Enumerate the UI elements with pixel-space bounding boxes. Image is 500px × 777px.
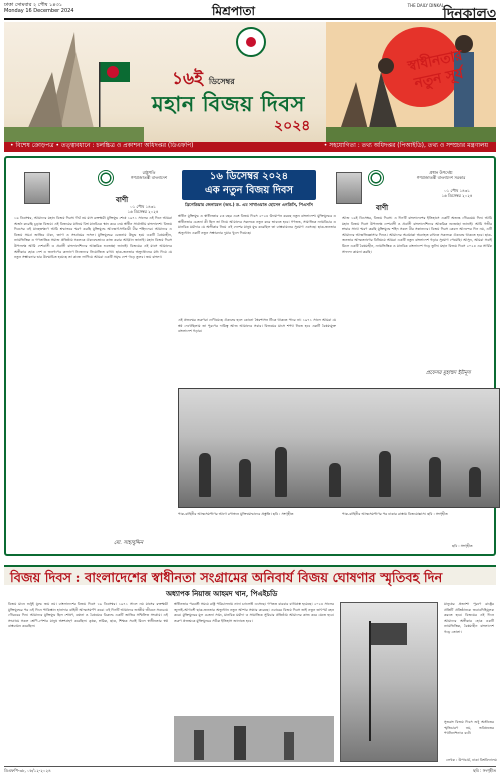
banner-title: মহান বিজয় দিবস [152, 91, 305, 116]
chief-adviser-role [406, 170, 476, 180]
feature-body-left-2: এই প্রজন্মের তরুণরা দেখিয়েছে ঐক্যবদ্ধ হলে কোনো স্বৈরশাসন টিকে থাকতে পারে না। ১৯৭১ সালে আমরা যে স্বপ্ন দেখেছিলাম তা পূরণের দায়িত্ব আজ আমাদের সবার। বিজয়ের মাসে শপথ নিতে হবে একটি বৈষম্যমুক্ত বাংলাদেশ গড়ার। [178, 318, 336, 334]
banner-slogan: স্বাধীনতার নতুন সূর্য [406, 47, 465, 92]
article-headline: বিজয় দিবস : বাংলাদেশের স্বাধীনতা সংগ্রামের অনিবার্য বিজয় ঘোষণার স্মৃতিবহ দিন [10, 571, 443, 586]
article-body-col-2: স্বাধীনতার পরবর্তী সময়ে রাষ্ট্র পরিচালনায় নানা চ্যালেঞ্জ এসেছে। গণতন্ত্র বারবার বাধাগ্রস্ত হয়েছে। ২০২৪ সালের জুলাই-আগস্টে ছাত্র-জনতার অভ্যুত্থান নতুন আশার সঞ্চার করেছে। এবারের বিজয় দিবস তাই নতুন তাৎপর্য বহন করে। মুক্তিযুদ্ধের মূল চেতনা সাম্য, মানবিক মর্যাদা ও সামাজিক সুবিচার প্রতিষ্ঠায় আমাদের কাজ করে যেতে হবে। তরুণ প্রজন্মকে মুক্তিযুদ্ধের সঠিক ইতিহাস জানাতে হবে। [174, 602, 334, 623]
victory-day-banner [4, 22, 496, 152]
section-title: মিশ্রপাতা [212, 4, 255, 18]
banner-date-month: ডিসেম্বর [208, 76, 235, 86]
banner-year: ২০২৪ [274, 118, 311, 134]
photo-figure [275, 447, 287, 497]
article-inline-photo [174, 716, 334, 762]
photo-figure [239, 459, 251, 497]
president-message-date [118, 204, 168, 214]
date-english: Monday 16 December 2024 [4, 8, 74, 14]
chief-adviser-signature: প্রফেসর মুহাম্মদ ইউনূস [426, 370, 471, 376]
chief-adviser-message-date [432, 188, 482, 198]
president-date-english: ১৬ ডিসেম্বর ২০২৪ [127, 209, 159, 214]
page-footer [4, 766, 496, 774]
president-signature: মো. সাহাবুদ্দিন [114, 540, 144, 546]
masthead-bar [4, 2, 496, 20]
photo-caption-left: পাক-বাহিনীর আত্মসমর্পণের আগে রণাঙ্গনে মুক্তিযোদ্ধাদের প্রস্তুতি। ছবি : সংগৃহীত [178, 512, 294, 516]
president-role [124, 170, 174, 180]
feature-body-left: স্বাধীন মুক্তিযুদ্ধ ও স্বাধীনতার ৫৩ বছর এবং বিজয় দিবস ২০২৪ উদযাপন করছে নতুন বাংলাদেশ। মুক্তিযুদ্ধের ও স্বাধীনতার চেতনা কী ছিল তা নিয়ে আমাদের সকলকে নতুন করে ভাবতে হবে। গণতন্ত্র, সামাজিক ন্যায়বিচার ও মানবিক মর্যাদার যে অঙ্গীকার নিয়ে এই দেশের মানুষ যুদ্ধ করেছিল তা বাস্তবায়নের সুযোগ এসেছে। ছাত্র-জনতার অভ্যুত্থান একটি নতুন সম্ভাবনার দুয়ার খুলে দিয়েছে। [178, 214, 336, 235]
chief-adviser-role-title: প্রধান উপদেষ্টা [429, 170, 453, 175]
photo-figure [329, 463, 341, 497]
article-author: অধ্যাপক নিয়াজ আহমদ খান, পিএইচডি [166, 589, 278, 598]
messages-section [4, 156, 496, 556]
article-body-col-3: মানুষের প্রত্যাশা পূরণে রাষ্ট্রের প্রতিটি প্রতিষ্ঠানকে জবাবদিহিমূলক করতে হবে। বিজয়ের এই দিনে আমাদের অঙ্গীকার হোক একটি ন্যায়ভিত্তিক, বৈষম্যহীন বাংলাদেশ গড়ে তোলা। [444, 602, 494, 634]
national-memorial-illustration [4, 22, 144, 142]
banner-date-day: ১৬ই [172, 69, 203, 89]
government-seal-icon [236, 27, 266, 57]
president-portrait [24, 172, 50, 204]
footer-ad-code: ডিএফপি-৩৮, ০৮/১২-২০২৪ [4, 768, 51, 773]
president-role-title: রাষ্ট্রপতি [142, 170, 156, 175]
photo-figure [469, 467, 481, 497]
president-message-title: বাণী [116, 195, 129, 204]
feature-headline-box [182, 170, 316, 200]
flag-icon [371, 623, 407, 645]
photo-figure [199, 453, 211, 497]
date-bangla: ঢাকা সোমবার ২ পৌষ ১৪৩১ [4, 2, 62, 8]
chief-adviser-date-english: ১৬ ডিসেম্বর ২০২৪ [441, 193, 473, 198]
president-date-bangla: ০১ পৌষ ১৪৩১ [130, 204, 156, 209]
photo-caption-right: পাক-বাহিনীর আত্মসমর্পণের পর ঢাকার রাস্তায় বিজয়োল্লাস। ছবি : সংগৃহীত [342, 512, 448, 516]
article-writer-note: লেখক : উপাচার্য, ঢাকা বিশ্ববিদ্যালয় [446, 758, 497, 762]
president-role-sub: গণপ্রজাতন্ত্রী বাংলাদেশ [130, 175, 168, 180]
state-emblem-icon [98, 170, 114, 186]
chief-adviser-message-title: বাণী [376, 203, 389, 212]
ribbon-right-text: • সহযোগিতা : তথ্য অধিদপ্তর (পিআইডি), তথ্য ও সম্প্রচার মন্ত্রণালয় [323, 142, 488, 149]
article-headline-bar [4, 565, 496, 585]
footer-photo-credit: ছবি : সংগৃহীত [473, 768, 496, 773]
liberation-war-photo [178, 388, 500, 508]
date-box [4, 2, 74, 14]
photo-figure [379, 451, 391, 497]
chief-adviser-portrait [336, 172, 362, 204]
brand-tagline: THE DAILY DINKAL [407, 3, 444, 8]
feature-headline-title: এক নতুন বিজয় দিবস [204, 185, 294, 196]
feature-headline-date: ১৬ ডিসেম্বর ২০২৪ [209, 171, 289, 182]
article-body-col-4: সুতরাং বিজয় দিবস শুধু অতীতের স্মৃতিচারণ নয়, ভবিষ্যতের পথনির্দেশনাও বটে। [444, 720, 494, 736]
chief-adviser-message-body: আজ ১৬ই ডিসেম্বর, বিজয় দিবস। এ দিনটি বাংলাদেশের ইতিহাসে একটি অত্যন্ত গৌরবময় দিন। আমি মহান বিজয় দিবস উপলক্ষে দেশবাসী ও প্রবাসী বাংলাদেশিদের আন্তরিক শুভেচ্ছা জানাই। আমি গভীর শ্রদ্ধার সাথে স্মরণ করছি মুক্তিযুদ্ধে শহিদ সকল বীর সন্তানদের। বিজয় দিবস কেবল আনন্দের দিন নয়, এটি আমাদের আত্মজিজ্ঞাসার দিনও। আমাদের অগ্রযাত্রা অব্যাহত রাখতে সকলকে ঐক্যবদ্ধ থাকতে হবে। ছাত্র-জনতার আত্মত্যাগের বিনিময়ে আমরা একটি নতুন বাংলাদেশ গড়ার সুযোগ পেয়েছি। আসুন, আমরা সবাই মিলে একটি বৈষম্যহীন, ন্যায়ভিত্তিক ও মানবিক বাংলাদেশ গড়ে তুলি। মহান বিজয় দিবস ২০২৪ এর সার্বিক সাফল্য কামনা করছি। [342, 216, 492, 254]
ribbon-left-text: • বিশেষ ক্রোড়পত্র • তত্ত্বাবধানে : চলচ্চিত্র ও প্রকাশনা অধিদপ্তর (ডিএফপি) [10, 142, 194, 149]
photo-credit: ছবি : সংগৃহীত [452, 544, 473, 548]
page-number: ৩ [486, 6, 496, 22]
flag-hoisting-photo [340, 602, 438, 762]
brand-name: দিনকাল [442, 6, 487, 22]
article-body-col-1: বিজয় মানে শুধুই যুদ্ধে জয় নয়। বাংলাদেশের বিজয় দিবস ১৬ ডিসেম্বর। ১৯৭১ সালে নয় মাসের রক্তক্ষয়ী মুক্তিযুদ্ধের পর এই দিনে পাকিস্তান হানাদার বাহিনী আত্মসমর্পণ করে। এই দিনটি আমাদের জাতীয় জীবনে সবচেয়ে গৌরবের দিন। আমাদের মুক্তিযুদ্ধ ছিল শোষণ, বঞ্চনা ও বৈষম্যের বিরুদ্ধে একটি জাতির সম্মিলিত সংগ্রাম। এই সংগ্রামে সকল শ্রেণি-পেশার মানুষ অংশগ্রহণ করেছিল। কৃষক, শ্রমিক, ছাত্র, শিক্ষক সবাই মিলে স্বাধীনতার স্বপ্ন বাস্তবায়ন করেছিল। [8, 602, 168, 629]
feature-byline: ব্রিগেডিয়ার জেনারেল (অব.) ড. এম সাখাওয়াত হোসেন এনডিসি, পিএসসি [185, 202, 313, 207]
chief-adviser-role-sub: গণপ্রজাতন্ত্রী বাংলাদেশ সরকার [416, 175, 466, 180]
government-emblem-icon [368, 170, 384, 186]
photo-figure [429, 457, 441, 497]
chief-adviser-date-bangla: ০১ পৌষ ১৪৩১ [444, 188, 470, 193]
president-message-body: ১৬ ডিসেম্বর, আমাদের মহান বিজয় দিবস। দীর্ঘ নয় মাস রক্তক্ষয়ী মুক্তিযুদ্ধ শেষে ১৯৭১ সালের এই দিনে আমরা অর্জন করেছি চূড়ান্ত বিজয়। এই বিজয়ের মাধ্যমে বিশ্ব মানচিত্রে স্থান করে নেয় স্বাধীন সার্বভৌম বাংলাদেশ। বিজয় দিবসের এই মাহেন্দ্রক্ষণে আমি শ্রদ্ধাভরে স্মরণ করছি মুক্তিযুদ্ধে আত্মোৎসর্গকারী বীর শহিদদের। আমাদের এ বিজয় সমগ্র জাতির ঐক্য, ত্যাগ ও সংগ্রামের ফসল। মুক্তিযুদ্ধের চেতনায় উদ্বুদ্ধ হয়ে একটি বৈষম্যহীন, ন্যায়ভিত্তিক ও গণতান্ত্রিক সমাজ প্রতিষ্ঠায় সকলকে ঐক্যবদ্ধভাবে কাজ করার আহ্বান জানাই। মহান বিজয় দিবস উপলক্ষে আমি দেশবাসী ও প্রবাসী বাংলাদেশিদের আন্তরিক শুভেচ্ছা জানাই। বিজয়ের এই মাসে আমাদের অঙ্গীকার হোক দেশ ও জনগণের কল্যাণে নিজেদের নিয়োজিত রাখা। ছাত্র-জনতার অভ্যুত্থানের মধ্য দিয়ে যে নতুন সম্ভাবনার দ্বার উন্মোচিত হয়েছে তা কাজে লাগিয়ে আমরা একটি সমৃদ্ধ দেশ গড়ে তুলব। জয় বাংলা। [14, 216, 172, 260]
